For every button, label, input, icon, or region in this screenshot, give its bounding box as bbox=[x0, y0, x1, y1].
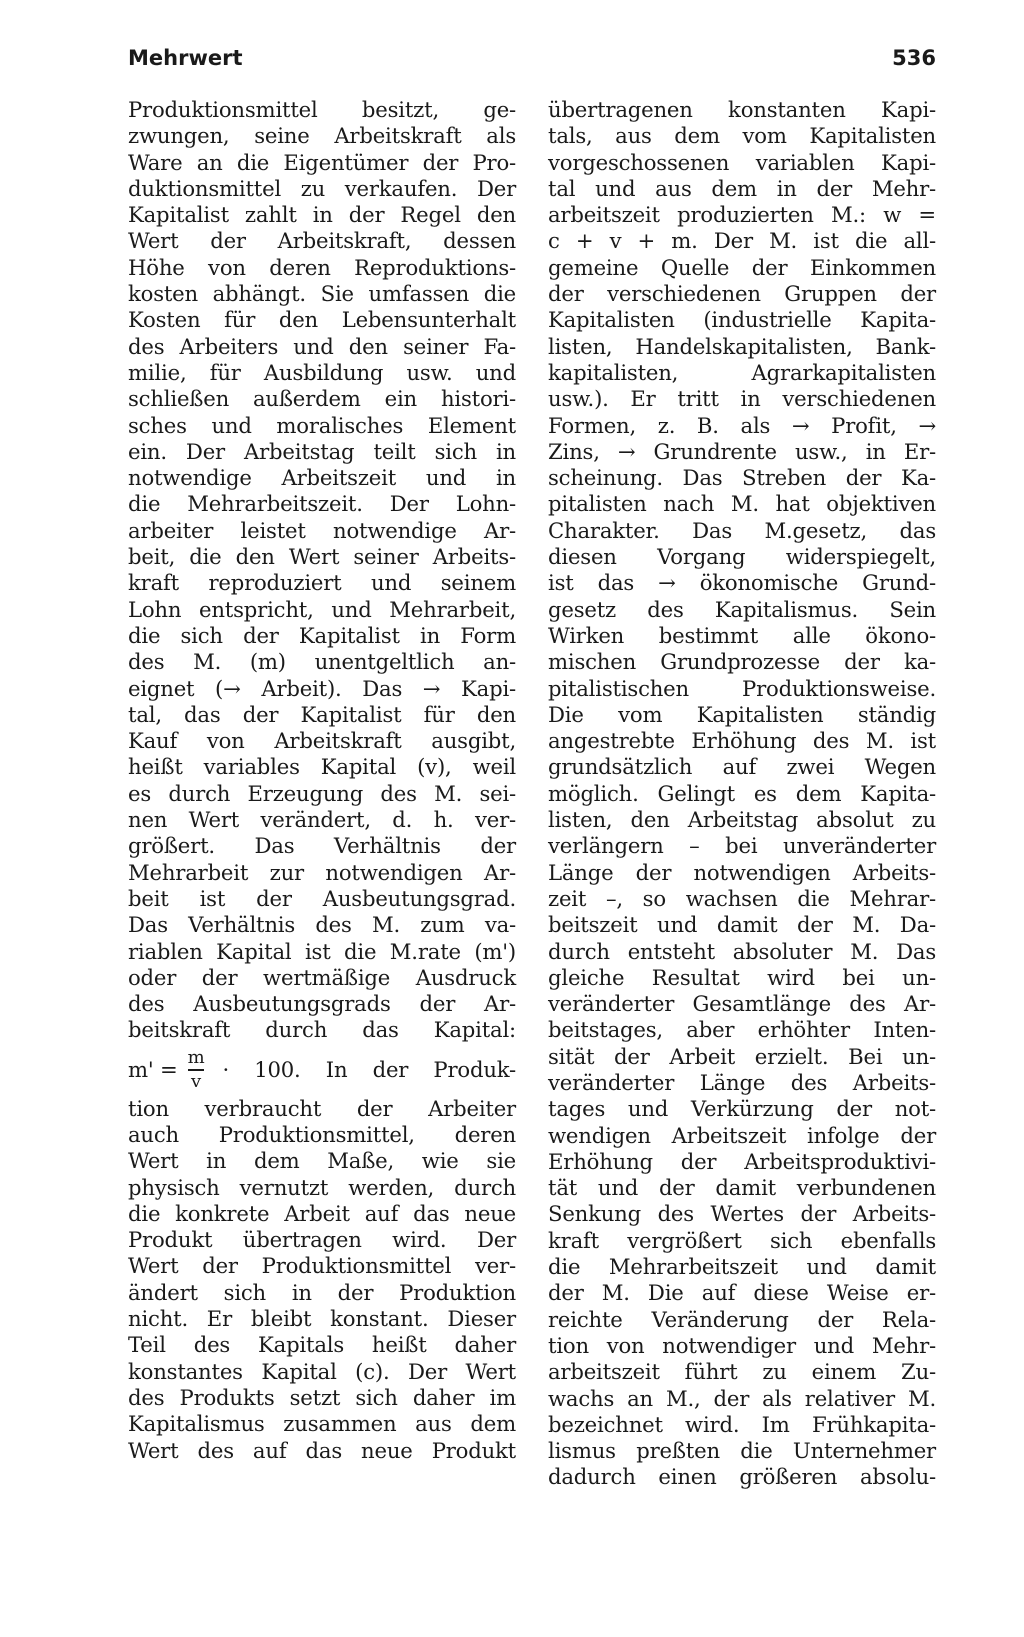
text-line: die Mehrarbeitszeit und damit bbox=[548, 1254, 936, 1280]
text-line: tion verbraucht der Arbeiter bbox=[128, 1095, 516, 1121]
text-line: des Produkts setzt sich daher im bbox=[128, 1384, 516, 1410]
text-line: bezeichnet wird. Im Frühkapita- bbox=[548, 1411, 936, 1437]
text-line: listen, den Arbeitstag absolut zu bbox=[548, 807, 936, 833]
text-line: angestrebte Erhöhung des M. ist bbox=[548, 728, 936, 754]
text-line: Senkung des Wertes der Arbeits- bbox=[548, 1201, 936, 1227]
text-line: Ware an die Eigentümer der Pro- bbox=[128, 149, 516, 175]
text-line: Wirken bestimmt alle ökono- bbox=[548, 622, 936, 648]
text-line: des Arbeiters und den seiner Fa- bbox=[128, 333, 516, 359]
text-line: reichte Veränderung der Rela- bbox=[548, 1306, 936, 1332]
text-line: möglich. Gelingt es dem Kapita- bbox=[548, 780, 936, 806]
formula-line bbox=[128, 1044, 516, 1096]
text-line: veränderter Länge des Arbeits- bbox=[548, 1069, 936, 1095]
text-line: dadurch einen größeren absolu- bbox=[548, 1464, 936, 1490]
text-line: nen Wert verändert, d. h. ver- bbox=[128, 807, 516, 833]
text-line: gleiche Resultat wird bei un- bbox=[548, 964, 936, 990]
text-line: ändert sich in der Produktion bbox=[128, 1279, 516, 1305]
text-line: vorgeschossenen variablen Kapi- bbox=[548, 149, 936, 175]
text-line: tals, aus dem vom Kapitalisten bbox=[548, 123, 936, 149]
fraction-numerator: m bbox=[187, 1046, 205, 1068]
text-line: Kapitalismus zusammen aus dem bbox=[128, 1411, 516, 1437]
text-line: wendigen Arbeitszeit infolge der bbox=[548, 1122, 936, 1148]
text-line: heißt variables Kapital (v), weil bbox=[128, 754, 516, 780]
text-line: Höhe von deren Reproduktions- bbox=[128, 254, 516, 280]
text-line: grundsätzlich auf zwei Wegen bbox=[548, 754, 936, 780]
text-line: arbeitszeit produzierten M.: w = bbox=[548, 202, 936, 228]
text-line: sität der Arbeit erzielt. Bei un- bbox=[548, 1043, 936, 1069]
text-line: Produkt übertragen wird. Der bbox=[128, 1227, 516, 1253]
text-line: kraft reproduziert und seinem bbox=[128, 570, 516, 596]
text-line: gesetz des Kapitalismus. Sein bbox=[548, 596, 936, 622]
text-line: tages und Verkürzung der not- bbox=[548, 1096, 936, 1122]
right-text-column bbox=[548, 97, 936, 1491]
text-line: der M. Die auf diese Weise er- bbox=[548, 1280, 936, 1306]
text-line: Länge der notwendigen Arbeits- bbox=[548, 859, 936, 885]
text-line: Kapitalist zahlt in der Regel den bbox=[128, 202, 516, 228]
text-line: schließen außerdem ein histori- bbox=[128, 386, 516, 412]
text-line: durch entsteht absoluter M. Das bbox=[548, 938, 936, 964]
text-line: Die vom Kapitalisten ständig bbox=[548, 701, 936, 727]
text-line: Wert der Arbeitskraft, dessen bbox=[128, 228, 516, 254]
text-line: die Mehrarbeitszeit. Der Lohn- bbox=[128, 491, 516, 517]
text-line: sches und moralisches Element bbox=[128, 412, 516, 438]
text-line: zwungen, seine Arbeitskraft als bbox=[128, 123, 516, 149]
text-line: zeit –, so wachsen die Mehrar- bbox=[548, 885, 936, 911]
page-number: 536 bbox=[892, 46, 936, 70]
text-line: Produktionsmittel besitzt, ge- bbox=[128, 97, 516, 122]
text-line: wachs an M., der als relativer M. bbox=[548, 1385, 936, 1411]
text-line: Kauf von Arbeitskraft ausgibt, bbox=[128, 728, 516, 754]
text-line: nicht. Er bleibt konstant. Dieser bbox=[128, 1306, 516, 1332]
formula-lhs: m' = bbox=[128, 1056, 178, 1082]
text-line: arbeitszeit führt zu einem Zu- bbox=[548, 1359, 936, 1385]
text-line: duktionsmittel zu verkaufen. Der bbox=[128, 175, 516, 201]
text-line: Das Verhältnis des M. zum va- bbox=[128, 912, 516, 938]
text-line: des M. (m) unentgeltlich an- bbox=[128, 649, 516, 675]
text-line: beitszeit und damit der M. Da- bbox=[548, 912, 936, 938]
text-line: tal und aus dem in der Mehr- bbox=[548, 175, 936, 201]
text-line: Zins, → Grundrente usw., in Er- bbox=[548, 438, 936, 464]
text-line: Lohn entspricht, und Mehrarbeit, bbox=[128, 596, 516, 622]
text-line: Kosten für den Lebensunterhalt bbox=[128, 307, 516, 333]
text-line: konstantes Kapital (c). Der Wert bbox=[128, 1358, 516, 1384]
text-line: verlängern – bei unveränderter bbox=[548, 833, 936, 859]
text-line: pitalisten nach M. hat objektiven bbox=[548, 491, 936, 517]
text-line: Charakter. Das M.gesetz, das bbox=[548, 517, 936, 543]
text-line: oder der wertmäßige Ausdruck bbox=[128, 964, 516, 990]
text-line: des Ausbeutungsgrads der Ar- bbox=[128, 991, 516, 1017]
text-line: kosten abhängt. Sie umfassen die bbox=[128, 281, 516, 307]
text-line: ist das → ökonomische Grund- bbox=[548, 570, 936, 596]
text-line: arbeiter leistet notwendige Ar- bbox=[128, 517, 516, 543]
text-line: übertragenen konstanten Kapi- bbox=[548, 97, 936, 122]
text-line: der verschiedenen Gruppen der bbox=[548, 281, 936, 307]
text-line: pitalistischen Produktionsweise. bbox=[548, 675, 936, 701]
text-line: beitskraft durch das Kapital: bbox=[128, 1017, 516, 1043]
text-line: Mehrarbeit zur notwendigen Ar- bbox=[128, 859, 516, 885]
text-line: tal, das der Kapitalist für den bbox=[128, 701, 516, 727]
left-text-column bbox=[128, 97, 516, 1464]
fraction-denominator: v bbox=[191, 1070, 202, 1092]
text-line: diesen Vorgang widerspiegelt, bbox=[548, 544, 936, 570]
text-line: Erhöhung der Arbeitsproduktivi- bbox=[548, 1148, 936, 1174]
text-line: physisch vernutzt werden, durch bbox=[128, 1174, 516, 1200]
text-line: eignet (→ Arbeit). Das → Kapi- bbox=[128, 675, 516, 701]
text-line: Wert des auf das neue Produkt bbox=[128, 1437, 516, 1463]
text-line: lismus preßten die Unternehmer bbox=[548, 1438, 936, 1464]
text-line: beitstages, aber erhöhter Inten- bbox=[548, 1017, 936, 1043]
text-line: scheinung. Das Streben der Ka- bbox=[548, 465, 936, 491]
text-line: notwendige Arbeitszeit und in bbox=[128, 465, 516, 491]
text-line: tion von notwendiger und Mehr- bbox=[548, 1332, 936, 1358]
text-line: milie, für Ausbildung usw. und bbox=[128, 359, 516, 385]
text-line: beit ist der Ausbeutungsgrad. bbox=[128, 885, 516, 911]
text-line: die sich der Kapitalist in Form bbox=[128, 622, 516, 648]
text-line: tät und der damit verbundenen bbox=[548, 1175, 936, 1201]
text-line: größert. Das Verhältnis der bbox=[128, 833, 516, 859]
formula-fraction bbox=[187, 1046, 205, 1092]
text-line: Kapitalisten (industrielle Kapita- bbox=[548, 307, 936, 333]
text-line: riablen Kapital ist die M.rate (m') bbox=[128, 938, 516, 964]
text-line: usw.). Er tritt in verschiedenen bbox=[548, 386, 936, 412]
text-line: mischen Grundprozesse der ka- bbox=[548, 649, 936, 675]
text-line: es durch Erzeugung des M. sei- bbox=[128, 780, 516, 806]
text-line: kraft vergrößert sich ebenfalls bbox=[548, 1227, 936, 1253]
formula-rhs: · 100. In der Produk- bbox=[222, 1056, 516, 1082]
text-line: beit, die den Wert seiner Arbeits- bbox=[128, 544, 516, 570]
running-head bbox=[128, 46, 936, 70]
text-line: listen, Handelskapitalisten, Bank- bbox=[548, 333, 936, 359]
running-head-title: Mehrwert bbox=[128, 46, 243, 70]
text-line: c + v + m. Der M. ist die all- bbox=[548, 228, 936, 254]
text-line: ein. Der Arbeitstag teilt sich in bbox=[128, 438, 516, 464]
text-line: gemeine Quelle der Einkommen bbox=[548, 254, 936, 280]
text-line: die konkrete Arbeit auf das neue bbox=[128, 1200, 516, 1226]
text-line: Wert in dem Maße, wie sie bbox=[128, 1148, 516, 1174]
text-line: Formen, z. B. als → Profit, → bbox=[548, 412, 936, 438]
text-line: kapitalisten, Agrarkapitalisten bbox=[548, 359, 936, 385]
text-line: veränderter Gesamtlänge des Ar- bbox=[548, 991, 936, 1017]
text-line: Teil des Kapitals heißt daher bbox=[128, 1332, 516, 1358]
text-line: auch Produktionsmittel, deren bbox=[128, 1121, 516, 1147]
text-line: Wert der Produktionsmittel ver- bbox=[128, 1253, 516, 1279]
